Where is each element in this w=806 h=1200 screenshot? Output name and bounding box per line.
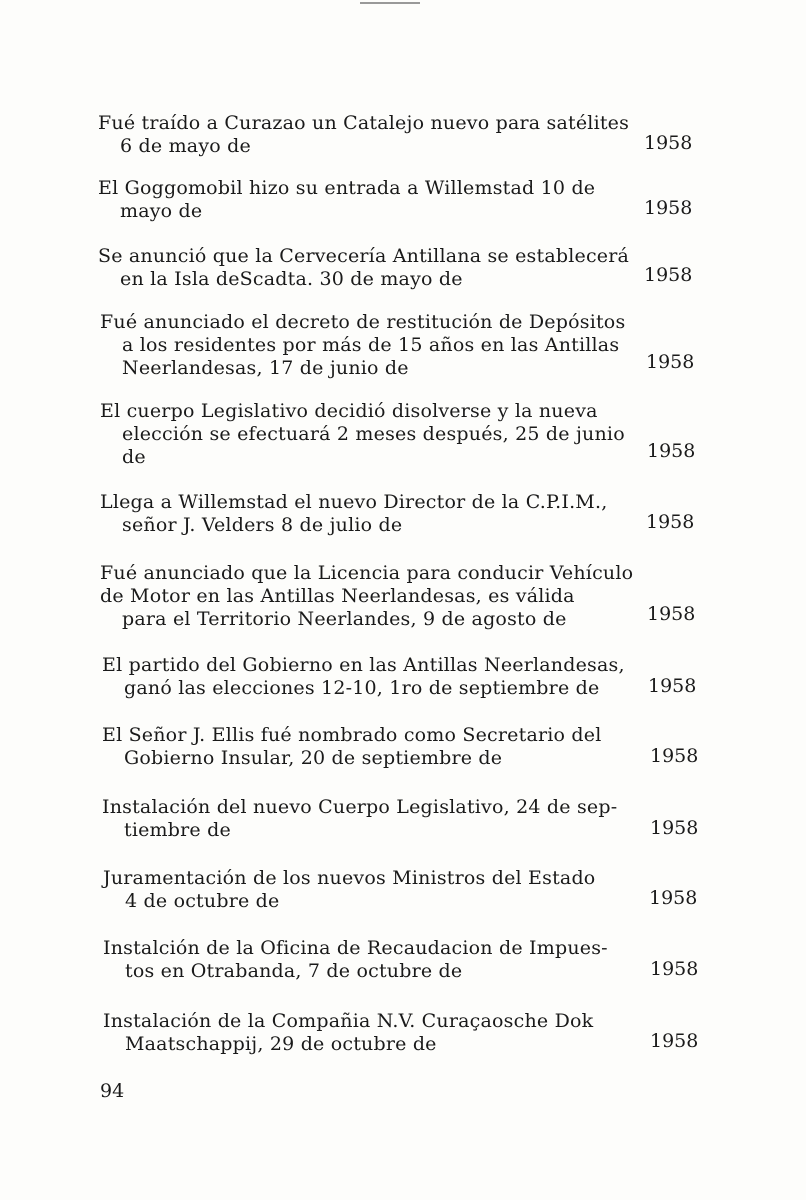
entry-year: 1958 [650,745,699,767]
entry-line: El Goggomobil hizo su entrada a Willemstad 10 de [98,177,596,199]
entry-line: Gobierno Insular, 20 de septiembre de [124,747,503,769]
entry-line: Fué anunciado que la Licencia para conducir Vehículo [100,562,634,584]
entry-line: Instalción de la Oficina de Recaudacion de Impues- [103,937,608,959]
list-item [98,112,629,158]
entry-line: tos en Otrabanda, 7 de octubre de [125,960,463,982]
entry-line: Fué anunciado el decreto de restitución de Depósitos [100,311,626,333]
entry-line: 4 de octubre de [125,890,280,912]
list-item [100,562,633,631]
list-item [103,1010,593,1056]
entry-line: El cuerpo Legislativo decidió disolverse y la nueva [100,400,598,422]
entry-line: elección se efectuará 2 meses después, 25 de junio [122,423,625,445]
entry-line: en la Isla deScadta. 30 de mayo de [120,268,463,290]
list-item [102,796,617,842]
entry-line: ganó las elecciones 12-10, 1ro de septiembre de [124,677,600,699]
entry-year: 1958 [644,132,693,154]
entry-line: El partido del Gobierno en las Antillas Neerlandesas, [102,654,625,676]
entry-line: Instalación de la Compañia N.V. Curaçaosche Dok [103,1010,594,1032]
entry-line: a los residentes por más de 15 años en las Antillas [122,334,620,356]
entry-line: de Motor en las Antillas Neerlandesas, es válida [100,585,575,607]
entry-line: mayo de [120,200,203,222]
list-item [103,867,595,913]
entry-year: 1958 [647,603,696,625]
list-item [100,491,607,537]
entry-line: 6 de mayo de [120,135,251,157]
list-item [100,400,625,469]
list-item [100,311,625,380]
list-item [102,724,602,770]
page-number: 94 [100,1080,125,1102]
entry-line: Se anunció que la Cervecería Antillana se establecerá [98,245,630,267]
entry-year: 1958 [646,511,695,533]
entry-line: Llega a Willemstad el nuevo Director de la C.P.I.M., [100,491,608,513]
entry-line: Instalación del nuevo Cuerpo Legislativo, 24 de sep- [102,796,618,818]
list-item [98,177,595,223]
entry-line: Fué traído a Curazao un Catalejo nuevo para satélites [98,112,630,134]
list-item [103,937,608,983]
entry-year: 1958 [647,440,696,462]
entry-year: 1958 [646,351,695,373]
entry-line: El Señor J. Ellis fué nombrado como Secretario del [102,724,602,746]
list-item [102,654,625,700]
entry-year: 1958 [648,675,697,697]
list-item [98,245,629,291]
entry-line: para el Territorio Neerlandes, 9 de agosto de [122,608,567,630]
entry-year: 1958 [644,264,693,286]
entry-line: Neerlandesas, 17 de junio de [122,357,409,379]
entry-year: 1958 [644,197,693,219]
entry-line: Maatschappij, 29 de octubre de [125,1033,437,1055]
entry-line: Juramentación de los nuevos Ministros del Estado [103,867,596,889]
entry-line: señor J. Velders 8 de julio de [122,514,403,536]
entry-year: 1958 [650,1030,699,1052]
entry-line: de [122,446,146,468]
entry-line: tiembre de [124,819,231,841]
entry-year: 1958 [650,817,699,839]
entry-year: 1958 [649,887,698,909]
entry-year: 1958 [650,958,699,980]
